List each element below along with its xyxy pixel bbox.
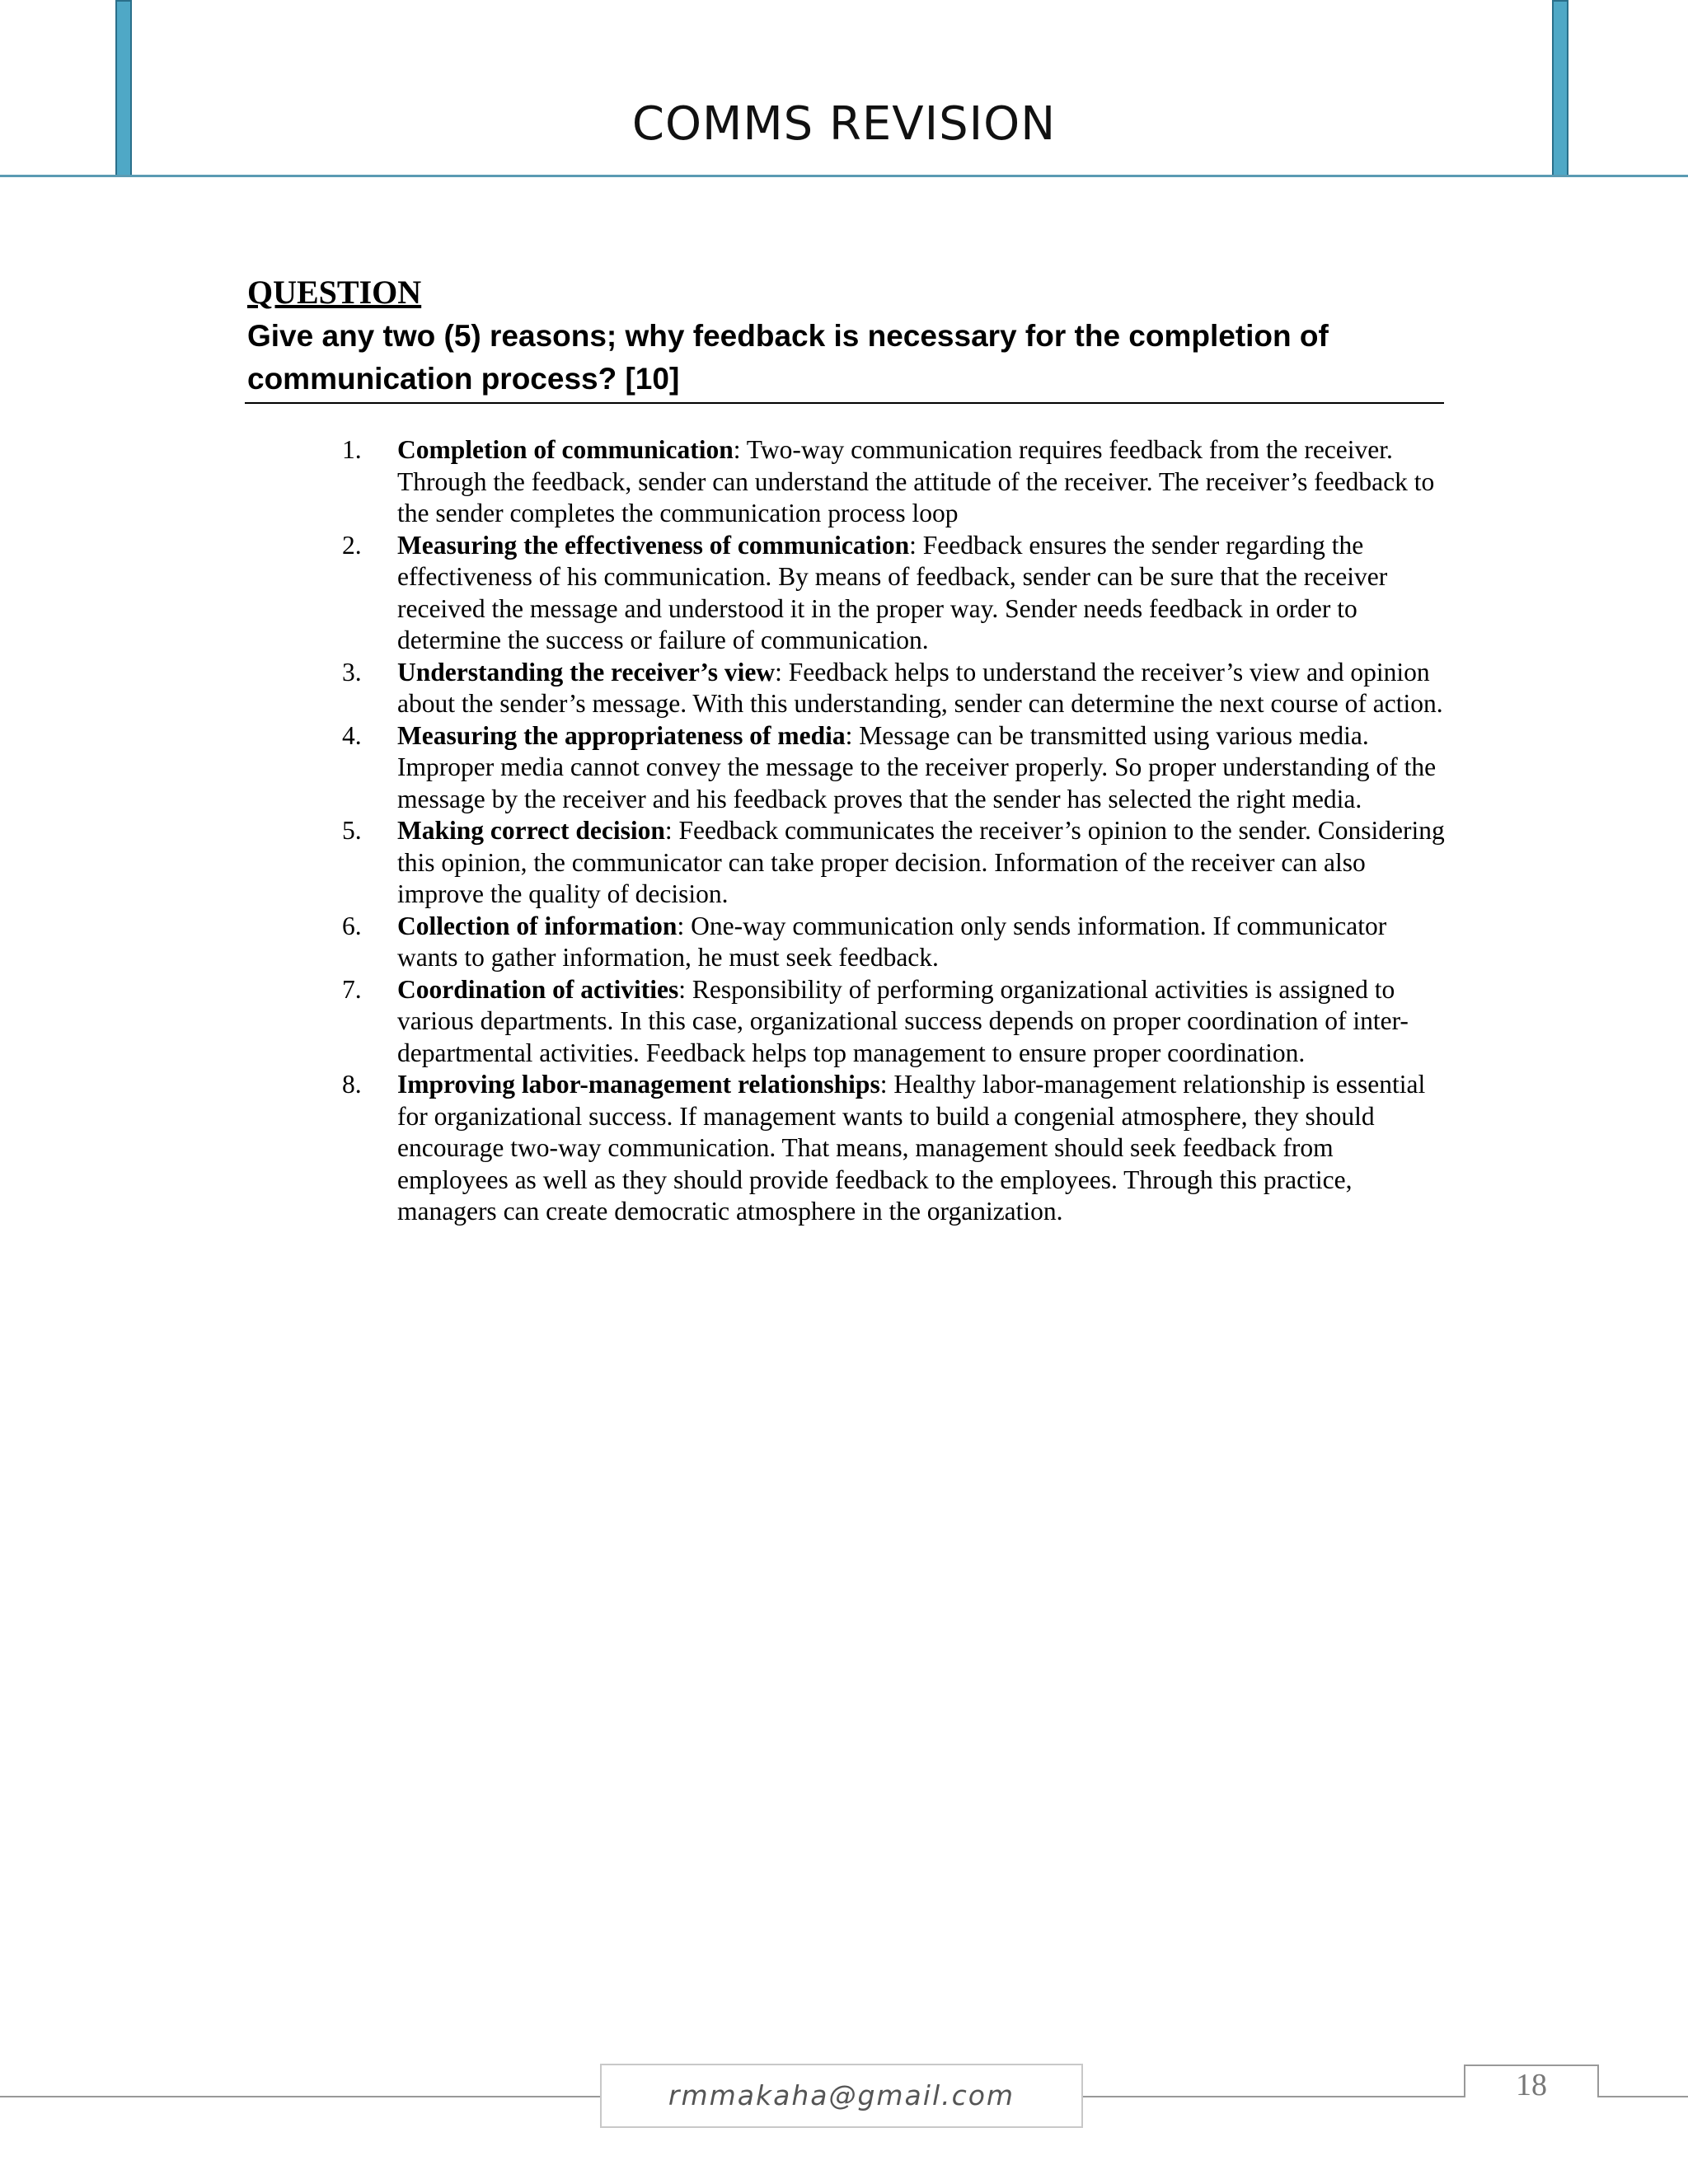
item-text: : One-way communication only sends information. If communicator wants to gather information, he must seek feedback. — [397, 911, 1387, 972]
page-title: COMMS REVISION — [631, 97, 1057, 151]
item-term: Completion of communication — [397, 435, 734, 464]
item-term: Collection of information — [397, 911, 678, 940]
list-item — [342, 530, 1447, 657]
list-item — [342, 434, 1447, 530]
list-item — [342, 1069, 1447, 1228]
footer-line-left — [0, 2096, 600, 2097]
item-text: : Healthy labor-management relationship is essential for organizational success. If management wants to build a congenial atmosphere, they should encourage two-way communication. That means, management should seek feedback from employees as well as they should provide feedback to the employees. Through this practice, managers can create democratic atmosphere in the organization. — [397, 1070, 1426, 1226]
footer-line-middle — [1083, 2096, 1465, 2097]
page-number: 18 — [1516, 2068, 1547, 2102]
item-number: 1. — [342, 435, 362, 464]
list-item — [342, 974, 1447, 1070]
item-text: : Two-way communication requires feedback from the receiver. Through the feedback, sender can understand the attitude of the receiver. The receiver’s feedback to the sender completes the communication process loop — [397, 435, 1435, 527]
item-term: Making correct decision — [397, 816, 665, 845]
header-divider — [0, 175, 1688, 177]
item-text: : Feedback communicates the receiver’s opinion to the sender. Considering this opinion, the communicator can take proper decision. Information of the receiver can also improve the quality of decision. — [397, 816, 1445, 908]
list-item — [342, 911, 1447, 974]
item-number: 7. — [342, 974, 362, 1004]
question-text: Give any two (5) reasons; why feedback is necessary for the completion of communication process? [10] — [247, 319, 1329, 396]
item-term: Coordination of activities — [397, 974, 679, 1004]
item-term: Measuring the appropriateness of media — [397, 720, 846, 750]
item-text: : Feedback helps to understand the receiver’s view and opinion about the sender’s message. With this understanding, sender can determine the next course of action. — [397, 657, 1443, 718]
item-number: 2. — [342, 530, 362, 560]
item-number: 3. — [342, 657, 362, 687]
item-number: 8. — [342, 1070, 362, 1099]
question-block — [247, 272, 1442, 401]
item-number: 6. — [342, 911, 362, 940]
footer-line-right — [1597, 2096, 1688, 2097]
list-item — [342, 657, 1447, 720]
item-term: Measuring the effectiveness of communication — [397, 530, 910, 560]
item-text: : Feedback ensures the sender regarding the effectiveness of his communication. By means of feedback, sender can be sure that the receiver received the message and understood it in the proper way. Sender needs feedback in order to determine the success or failure of communication. — [397, 530, 1388, 654]
item-text: : Message can be transmitted using various media. Improper media cannot convey the message to the receiver properly. So proper understanding of the message by the receiver and his feedback proves that the sender has selected the right media. — [397, 720, 1437, 813]
item-text: : Responsibility of performing organizational activities is assigned to various departments. In this case, organizational success depends on proper coordination of inter-departmental activities. Feedback helps top management to ensure proper coordination. — [397, 974, 1409, 1067]
item-term: Understanding the receiver’s view — [397, 657, 776, 687]
item-number: 4. — [342, 720, 362, 750]
item-number: 5. — [342, 816, 362, 845]
answer-list — [342, 434, 1447, 1228]
item-term: Improving labor-management relationships — [397, 1070, 880, 1099]
question-label: QUESTION — [247, 274, 422, 311]
list-item — [342, 815, 1447, 911]
footer-email: rmmakaha@gmail.com — [600, 2064, 1083, 2128]
question-divider — [245, 402, 1444, 404]
list-item — [342, 720, 1447, 816]
